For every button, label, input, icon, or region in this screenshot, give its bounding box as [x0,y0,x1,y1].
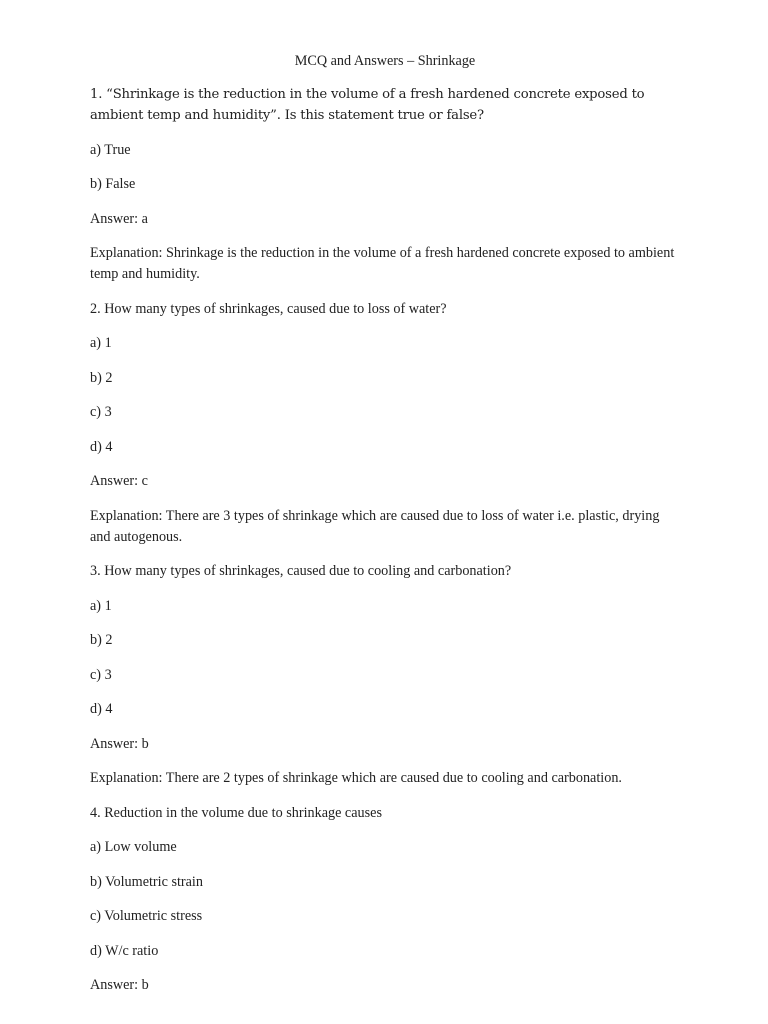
question-4-option-b: b) Volumetric strain [90,873,203,890]
question-4-option-c: c) Volumetric stress [90,908,203,924]
question-3-answer: Answer: b [90,735,149,752]
question-2-option-d: d) 4 [90,438,113,455]
question-2: 2. How many types of shrinkages, caused due to loss of water? [90,300,447,317]
question-1-answer: Answer: a [90,210,148,227]
question-2-explanation: Explanation: There are 3 types of shrinkage which are caused due to loss of water i.e. plastic, drying and autogenous. [90,507,660,545]
question-2-answer: Answer: c [90,473,148,489]
question-4-option-d: d) W/c ratio [90,942,159,959]
question-1-option-a: a) True [90,141,131,158]
question-3-option-a: a) 1 [90,597,112,614]
question-1: 1. “Shrinkage is the reduction in the volume of a fresh hardened concrete exposed to ambient temp and humidity”. Is this statement true or false? [90,87,645,123]
question-3-option-d: d) 4 [90,701,113,717]
question-2-option-b: b) 2 [90,369,113,386]
question-3-option-c: c) 3 [90,666,112,683]
document-page [90,51,680,1010]
question-2-option-a: a) 1 [90,335,112,351]
question-4-answer: Answer: b [90,977,149,993]
question-3-option-b: b) 2 [90,632,113,648]
question-3: 3. How many types of shrinkages, caused due to cooling and carbonation? [90,563,512,579]
question-3-explanation: Explanation: There are 2 types of shrinkage which are caused due to cooling and carbonation. [90,770,622,786]
question-1-option-b: b) False [90,176,136,192]
question-1-explanation: Explanation: Shrinkage is the reduction in the volume of a fresh hardened concrete exposed to ambient temp and humidity. [90,245,675,282]
question-4: 4. Reduction in the volume due to shrinkage causes [90,804,382,821]
page-title: MCQ and Answers – Shrinkage [294,53,476,69]
question-2-option-c: c) 3 [90,404,112,420]
question-4-option-a: a) Low volume [90,839,177,855]
